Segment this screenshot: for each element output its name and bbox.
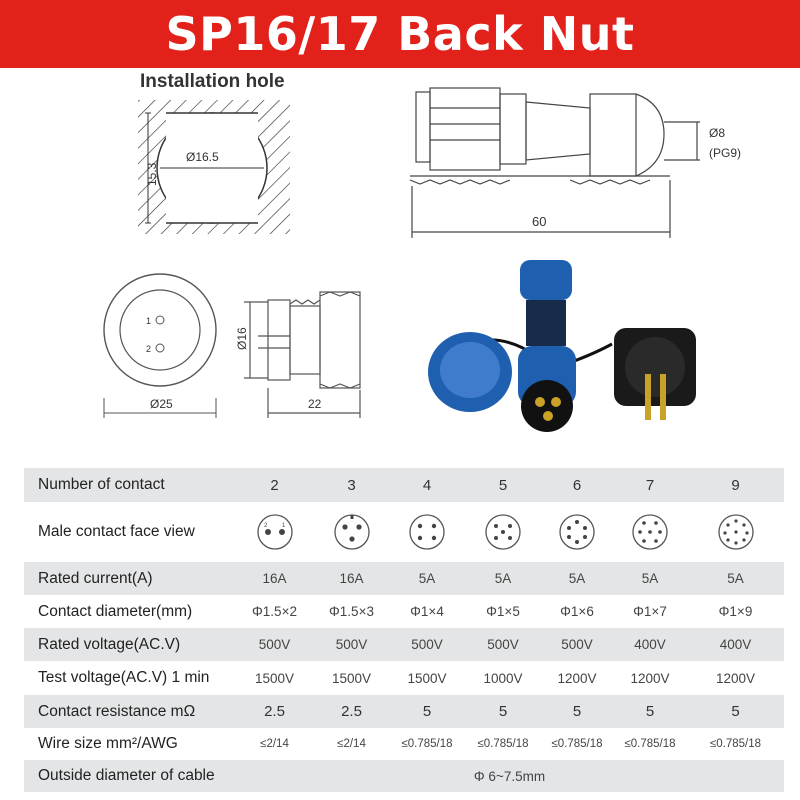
cell: Φ 6~7.5mm	[235, 760, 784, 792]
cell: 9	[687, 468, 784, 502]
cell: ≤2/14	[235, 728, 314, 760]
cell: 1200V	[613, 661, 687, 695]
cell: Φ1×6	[541, 595, 613, 628]
cell: 500V	[314, 628, 389, 661]
cell: 5	[389, 695, 465, 728]
row-contact-diameter	[24, 595, 784, 628]
cell: 2	[235, 468, 314, 502]
face-view-9pin	[687, 502, 784, 562]
side-diameter-label: Ø8	[709, 126, 726, 140]
row-rated-current	[24, 562, 784, 595]
cell: 5A	[541, 562, 613, 595]
drawings-canvas	[0, 68, 800, 460]
row-label: Contact diameter(mm)	[24, 595, 235, 628]
face-view-7pin	[613, 502, 687, 562]
cell: 500V	[465, 628, 541, 661]
row-face-view	[24, 502, 784, 562]
front-pin1-label: 1	[146, 316, 152, 326]
cell: Φ1.5×2	[235, 595, 314, 628]
cell: 1500V	[389, 661, 465, 695]
row-label: Number of contact	[24, 468, 235, 502]
cell: 2.5	[314, 695, 389, 728]
face-view-4pin	[389, 502, 465, 562]
cell: 1500V	[235, 661, 314, 695]
cell: 5A	[687, 562, 784, 595]
face-view-6pin	[541, 502, 613, 562]
cell: Φ1×7	[613, 595, 687, 628]
face-view-2pin	[235, 502, 314, 562]
product-photo	[428, 260, 696, 432]
side-view-drawing	[410, 88, 700, 238]
plug-nut	[520, 260, 572, 300]
cell: ≤0.785/18	[541, 728, 613, 760]
face-view-5pin	[465, 502, 541, 562]
row-label: Rated voltage(AC.V)	[24, 628, 235, 661]
cell: 1200V	[541, 661, 613, 695]
socket-length-label: 22	[308, 397, 322, 411]
cell: 1000V	[465, 661, 541, 695]
cell: ≤2/14	[314, 728, 389, 760]
row-contact-resistance	[24, 695, 784, 728]
cell: 500V	[235, 628, 314, 661]
row-label: Rated current(A)	[24, 562, 235, 595]
row-cable-diameter	[24, 760, 784, 792]
title-banner	[0, 0, 800, 68]
cell: 5A	[613, 562, 687, 595]
technical-drawings	[0, 68, 800, 460]
cell: 3	[314, 468, 389, 502]
row-label: Test voltage(AC.V) 1 min	[24, 661, 235, 695]
cell: 400V	[613, 628, 687, 661]
installation-hole-drawing	[138, 71, 290, 234]
socket-diameter-label: Ø16	[235, 327, 249, 350]
socket-view-drawing	[244, 292, 360, 418]
cell: Φ1×5	[465, 595, 541, 628]
cell: ≤0.785/18	[389, 728, 465, 760]
front-pin2-label: 2	[146, 344, 152, 354]
cell: 5	[541, 695, 613, 728]
cell: ≤0.785/18	[613, 728, 687, 760]
cell: 5	[613, 695, 687, 728]
cell: Φ1×9	[687, 595, 784, 628]
cell: 500V	[541, 628, 613, 661]
cell: Φ1.5×3	[314, 595, 389, 628]
cell: 16A	[235, 562, 314, 595]
hole-diameter-label: Ø16.5	[186, 150, 219, 164]
cell: 5A	[389, 562, 465, 595]
cell: ≤0.785/18	[465, 728, 541, 760]
side-length-label: 60	[532, 214, 547, 229]
svg-text:2: 2	[263, 523, 267, 529]
hole-height-label: 15.3	[145, 162, 159, 186]
cell: 5	[465, 468, 541, 502]
face-view-3pin	[314, 502, 389, 562]
cell: 400V	[687, 628, 784, 661]
specification-table	[24, 468, 784, 792]
installation-hole-title: Installation hole	[140, 71, 285, 92]
row-label: Wire size mm²/AWG	[24, 728, 235, 760]
row-test-voltage	[24, 661, 784, 695]
cell: 7	[613, 468, 687, 502]
cell: 6	[541, 468, 613, 502]
row-wire-size	[24, 728, 784, 760]
cell: 5	[687, 695, 784, 728]
cell: Φ1×4	[389, 595, 465, 628]
cell: 4	[389, 468, 465, 502]
row-label: Outside diameter of cable	[24, 760, 235, 792]
cell: 5A	[465, 562, 541, 595]
front-diameter-label: Ø25	[150, 397, 173, 411]
cell: 16A	[314, 562, 389, 595]
cell: 5	[465, 695, 541, 728]
cell: ≤0.785/18	[687, 728, 784, 760]
cell: 1500V	[314, 661, 389, 695]
cell: 500V	[389, 628, 465, 661]
svg-text:1: 1	[281, 523, 285, 529]
front-view-drawing	[104, 274, 216, 418]
row-label: Contact resistance mΩ	[24, 695, 235, 728]
row-number-of-contact	[24, 468, 784, 502]
row-label: Male contact face view	[24, 502, 235, 562]
cell: 1200V	[687, 661, 784, 695]
side-pg-label: (PG9)	[709, 146, 742, 160]
row-rated-voltage	[24, 628, 784, 661]
cell: 2.5	[235, 695, 314, 728]
page-title: SP16/17 Back Nut	[165, 7, 635, 61]
